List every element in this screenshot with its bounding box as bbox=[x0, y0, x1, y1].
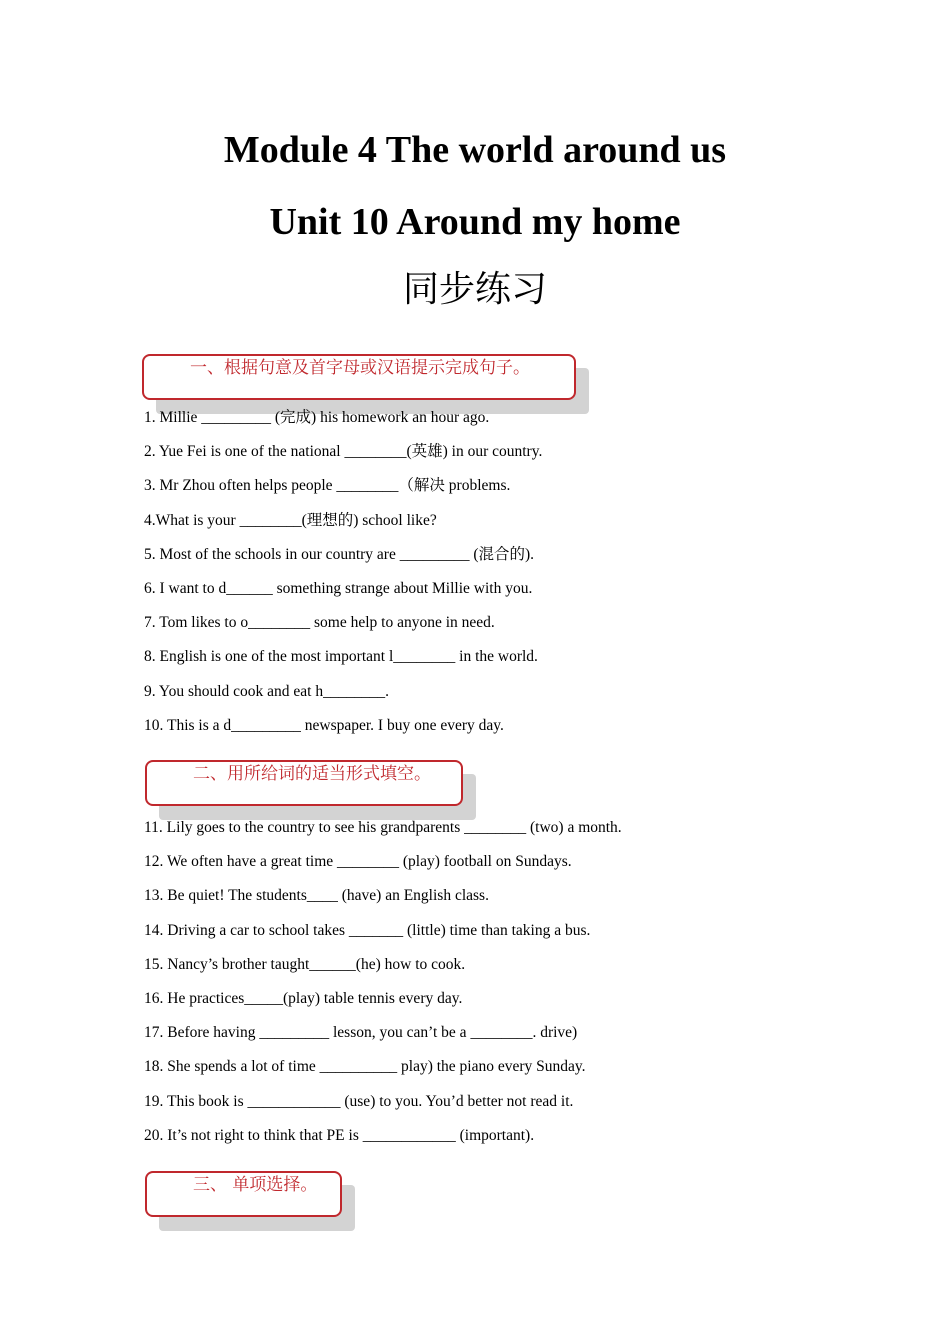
question-item: 5. Most of the schools in our country are _________ (混合的). bbox=[144, 545, 535, 563]
question-item: 10. This is a d_________ newspaper. I buy one every day. bbox=[144, 716, 504, 734]
question-item: 18. She spends a lot of time __________ play) the piano every Sunday. bbox=[144, 1058, 586, 1076]
question-item: 19. This book is ____________ (use) to you. You’d better not read it. bbox=[144, 1092, 574, 1110]
question-item: 17. Before having _________ lesson, you can’t be a ________. drive) bbox=[144, 1024, 578, 1042]
page-title: Module 4 The world around us bbox=[223, 129, 727, 171]
question-item: 15. Nancy’s brother taught______(he) how to cook. bbox=[144, 955, 466, 973]
question-item: 13. Be quiet! The students____ (have) an English class. bbox=[144, 887, 489, 905]
question-item: 7. Tom likes to o________ some help to anyone in need. bbox=[144, 614, 495, 632]
section-heading-label: 二、用所给词的适当形式填空。 bbox=[145, 760, 463, 806]
page-subtitle-chinese: 同步练习 bbox=[402, 269, 547, 310]
question-item: 1. Millie _________ (完成) his homework an hour ago. bbox=[144, 409, 490, 426]
question-item: 3. Mr Zhou often helps people ________（解决 problems. bbox=[144, 477, 511, 495]
question-item: 12. We often have a great time ________ (play) football on Sundays. bbox=[144, 853, 572, 871]
section-heading-label: 三、 单项选择。 bbox=[145, 1171, 342, 1217]
question-item: 6. I want to d______ something strange about Millie with you. bbox=[144, 579, 533, 597]
question-item: 8. English is one of the most important l________ in the world. bbox=[144, 648, 538, 666]
question-item: 11. Lily goes to the country to see his grandparents ________ (two) a month. bbox=[144, 819, 622, 836]
question-item: 20. It’s not right to think that PE is ____________ (important). bbox=[144, 1126, 535, 1144]
page-subtitle: Unit 10 Around my home bbox=[269, 201, 681, 243]
question-item: 2. Yue Fei is one of the national ________(英雄) in our country. bbox=[144, 443, 543, 461]
section-heading-label: 一、根据句意及首字母或汉语提示完成句子。 bbox=[142, 354, 576, 400]
question-item: 9. You should cook and eat h________. bbox=[144, 682, 389, 700]
question-item: 16. He practices_____(play) table tennis every day. bbox=[144, 989, 463, 1007]
question-item: 14. Driving a car to school takes _______ (little) time than taking a bus. bbox=[144, 921, 591, 939]
question-item: 4.What is your ________(理想的) school like? bbox=[144, 511, 437, 529]
question-list-2 bbox=[144, 818, 622, 1160]
question-list-1 bbox=[144, 408, 542, 750]
